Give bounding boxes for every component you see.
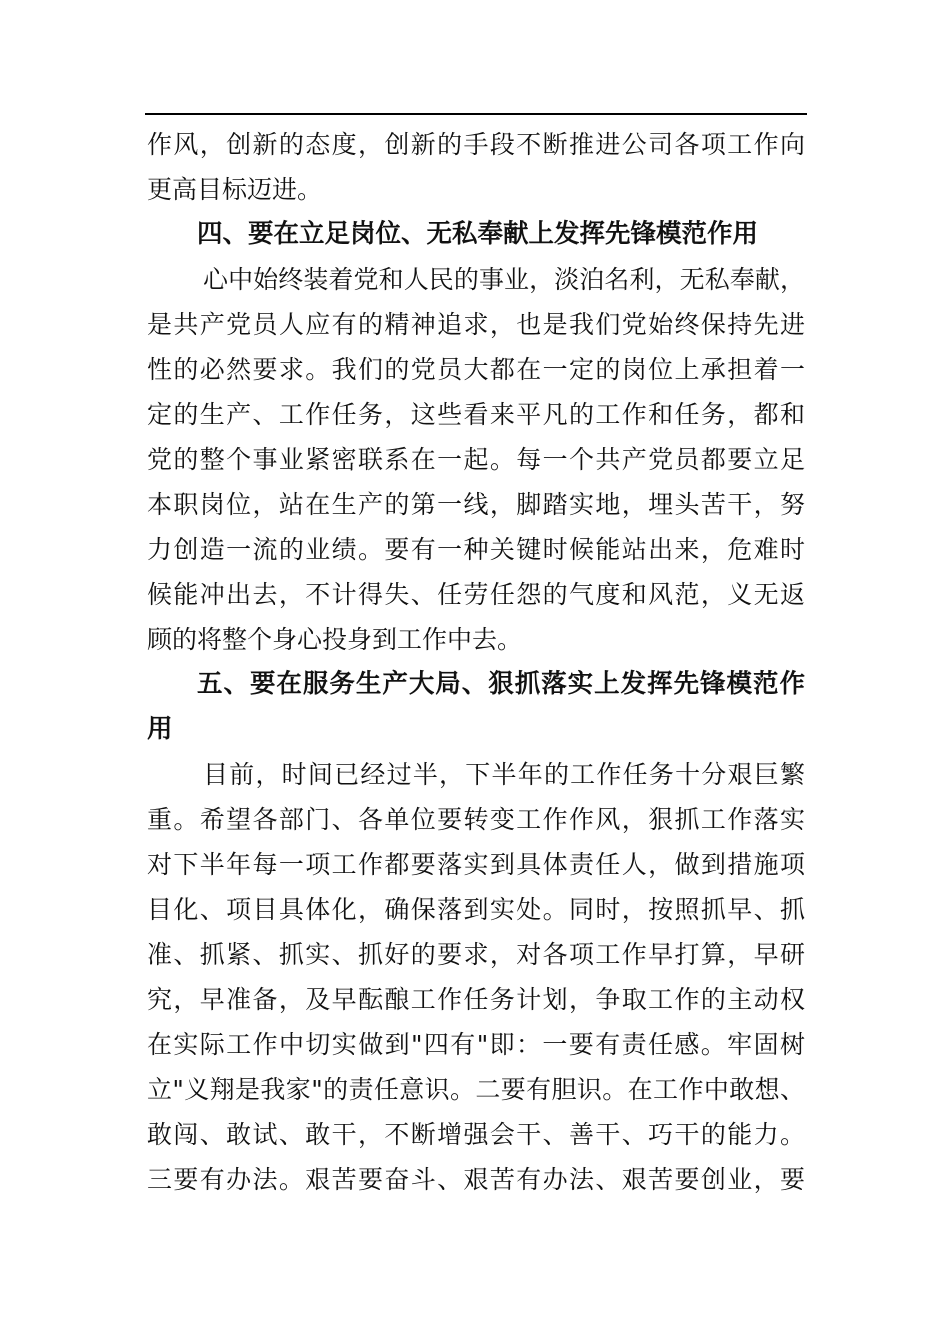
heading-line: 用 [147, 714, 173, 744]
text-line: 目前，时间已经过半，下半年的工作任务十分艰巨繁 [203, 760, 805, 789]
text-line: 性的必然要求。我们的党员大都在一定的岗位上承担着一 [147, 355, 805, 384]
text-line: 敢闯、敢试、敢干，不断增强会干、善干、巧干的能力。 [147, 1120, 805, 1149]
text-line: 候能冲出去，不计得失、任劳任怨的气度和风范，义无返 [147, 580, 805, 609]
text-line: 立"义翔是我家"的责任意识。二要有胆识。在工作中敢想、 [147, 1075, 805, 1104]
text-line: 对下半年每一项工作都要落实到具体责任人，做到措施项 [147, 850, 805, 879]
section-heading-4 [147, 212, 805, 257]
text-line: 目化、项目具体化，确保落到实处。同时，按照抓早、抓 [147, 895, 805, 924]
text-line: 力创造一流的业绩。要有一种关键时候能站出来，危难时 [147, 535, 805, 564]
section-heading-5 [147, 662, 805, 752]
text-line: 是共产党员人应有的精神追求，也是我们党始终保持先进 [147, 310, 805, 339]
header-rule [145, 113, 807, 115]
document-body [147, 122, 805, 1202]
text-line: 重。希望各部门、各单位要转变工作作风，狠抓工作落实 [147, 805, 805, 834]
text-line: 究，早准备，及早酝酿工作任务计划，争取工作的主动权 [147, 985, 805, 1014]
heading-line: 五、要在服务生产大局、狠抓落实上发挥先锋模范作 [197, 669, 805, 699]
text-line: 三要有办法。艰苦要奋斗、艰苦有办法、艰苦要创业，要 [147, 1165, 805, 1194]
text-line: 定的生产、工作任务，这些看来平凡的工作和任务，都和 [147, 400, 805, 429]
text-line: 准、抓紧、抓实、抓好的要求，对各项工作早打算，早研 [147, 940, 805, 969]
text-line: 在实际工作中切实做到"四有"即：一要有责任感。牢固树 [147, 1030, 805, 1059]
text-line: 更高目标迈进。 [147, 175, 323, 204]
paragraph-continuation [147, 122, 805, 212]
paragraph-section-5 [147, 752, 805, 1202]
paragraph-section-4 [147, 257, 805, 662]
text-line: 党的整个事业紧密联系在一起。每一个共产党员都要立足 [147, 445, 805, 474]
text-line: 本职岗位，站在生产的第一线，脚踏实地，埋头苦干，努 [147, 490, 805, 519]
text-line: 作风，创新的态度，创新的手段不断推进公司各项工作向 [147, 130, 805, 159]
text-line: 顾的将整个身心投身到工作中去。 [147, 625, 523, 654]
heading-line: 四、要在立足岗位、无私奉献上发挥先锋模范作用 [197, 219, 759, 249]
text-line: 心中始终装着党和人民的事业，淡泊名利，无私奉献， [203, 265, 805, 294]
